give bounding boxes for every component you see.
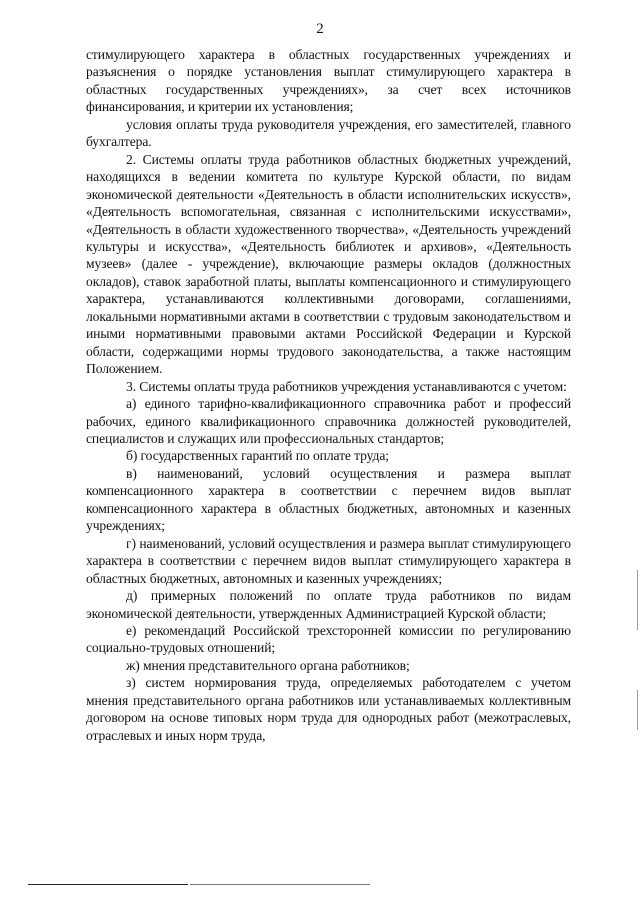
paragraph: условия оплаты труда руководителя учреждения, его заместителей, главного бухгалтера. <box>86 116 571 150</box>
page-number: 2 <box>316 21 324 37</box>
paragraph: д) примерных положений по оплате труда работников по видам экономической деятельности, утвержденных Администрацией Курской области; <box>86 588 571 621</box>
document-body <box>86 46 571 744</box>
footer-rule-faint <box>190 884 370 885</box>
paragraph: з) систем нормирования труда, определяемых работодателем с учетом мнения представительного органа работников или устанавливаемых коллективным договором на основе типовых норм труда для однородных работ (межотраслевых, отраслевых и иных норм труда, <box>86 675 571 743</box>
paragraph: в) наименований, условий осуществления и размера выплат компенсационного характера в соответствии с перечнем видов выплат компенсационного характера в областных бюджетных, автономных и казенных учреждениях; <box>86 465 571 534</box>
footer-rule <box>28 884 188 885</box>
paragraph: а) единого тарифно-квалификационного справочника работ и профессий рабочих, единого квалификационного справочника должностей руководителей, специалистов и служащих или профессиональных стандартов; <box>86 396 571 446</box>
paragraph: 2. Системы оплаты труда работников областных бюджетных учреждений, находящихся в ведении комитета по культуре Курской области, по видам экономической деятельности «Деятельность в области исполнительских искусств», «Деятельность вспомогательная, связанная с исполнительскими искусствами», «Деятельность в области художественного творчества», «Деятельность учреждений культуры и искусства», «Деятельность библиотек и архивов», «Деятельность музеев» (далее - учреждение), включающие размеры окладов (должностных окладов), ставок заработной платы, выплаты компенсационного и стимулирующего характера, устанавливаются коллективными договорами, соглашениями, локальными нормативными актами в соответствии с трудовым законодательством и иными нормативными правовыми актами Российской Федерации и Курской области, содержащими нормы трудового законодательства, а также настоящим Положением. <box>86 151 571 377</box>
paragraph: е) рекомендаций Российской трехсторонней комиссии по регулированию социально-трудовых отношений; <box>86 622 571 656</box>
paragraph: 3. Системы оплаты труда работников учреждения устанавливаются с учетом: <box>126 378 567 394</box>
paragraph: стимулирующего характера в областных государственных учреждениях и разъяснения о порядке установления выплат стимулирующего характера в областных государственных учреждениях», за счет всех источников финансирования, и критерии их установления; <box>86 47 571 115</box>
scan-margin-mark <box>637 570 638 630</box>
paragraph: б) государственных гарантий по оплате труда; <box>126 448 389 464</box>
scan-margin-mark <box>637 690 638 730</box>
paragraph: ж) мнения представительного органа работников; <box>126 657 410 673</box>
paragraph: г) наименований, условий осуществления и размера выплат стимулирующего характера в соответствии с перечнем видов выплат стимулирующего характера в областных бюджетных, автономных и казенных учреждениях; <box>86 535 571 586</box>
